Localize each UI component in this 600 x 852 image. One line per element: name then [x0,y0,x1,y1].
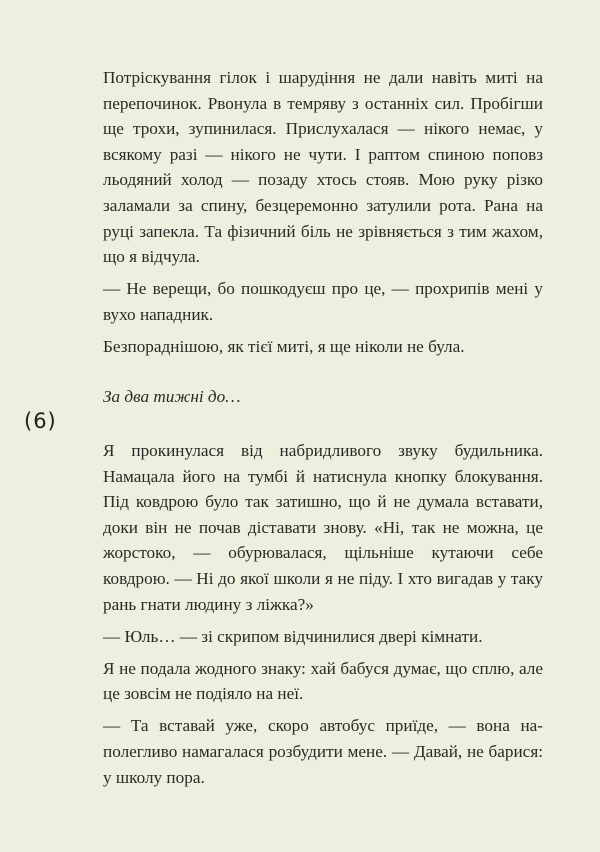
paragraph: Я прокинулася від набридливого звуку будильника. Намацала його на тумбі й натиснула кнопку блокування. Під ковдрою було так затишно, що й не думала вставати, доки він не почав діставати знову. «Ні, так не можна, це жорстоко, — обурювалася, щільніше кутаючи себе ковдрою. — Ні до якої школи я не піду. І хто вигадав у таку рань гнати людину з ліжка?» [103,441,543,614]
paragraph: — Та вставай уже, скоро автобус приїде, — вона наполегливо намагалася розбудити мене. — Давай, не барися: у школу пора. [103,716,543,787]
paragraph: — Юль… — зі скрипом відчинилися двері кімнати. [103,626,483,646]
handwritten-margin-number: (6) [24,409,57,433]
section-heading: За два тижні до… [103,387,241,406]
paragraph: Безпораднішою, як тієї миті, я ще ніколи не була. [103,336,465,356]
paragraph: Потріскування гілок і шарудіння не дали навіть миті на перепочинок. Рвонула в темряву з останніх сил. Пробігши ще трохи, зупинилася. Прислухалася — нікого немає, у всякому разі — нікого не чути. І раптом спиною поповз льодяний холод — позаду хтось стояв. Мою руку різко заламали за спину, безцеремонно затулили рота. Рана на руці запекла. Та фізичний біль не зрівняється з тим жахом, що я відчула. [103,68,543,267]
paragraph: Я не подала жодного знаку: хай бабуся думає, що сплю, але це зовсім не подіяло на неї. [103,658,543,704]
text-block-bottom [103,438,543,797]
paragraph: — Не верещи, бо пошкодуєш про це, — прохрипів мені у вухо нападник. [103,279,543,324]
text-block-top [103,65,543,366]
